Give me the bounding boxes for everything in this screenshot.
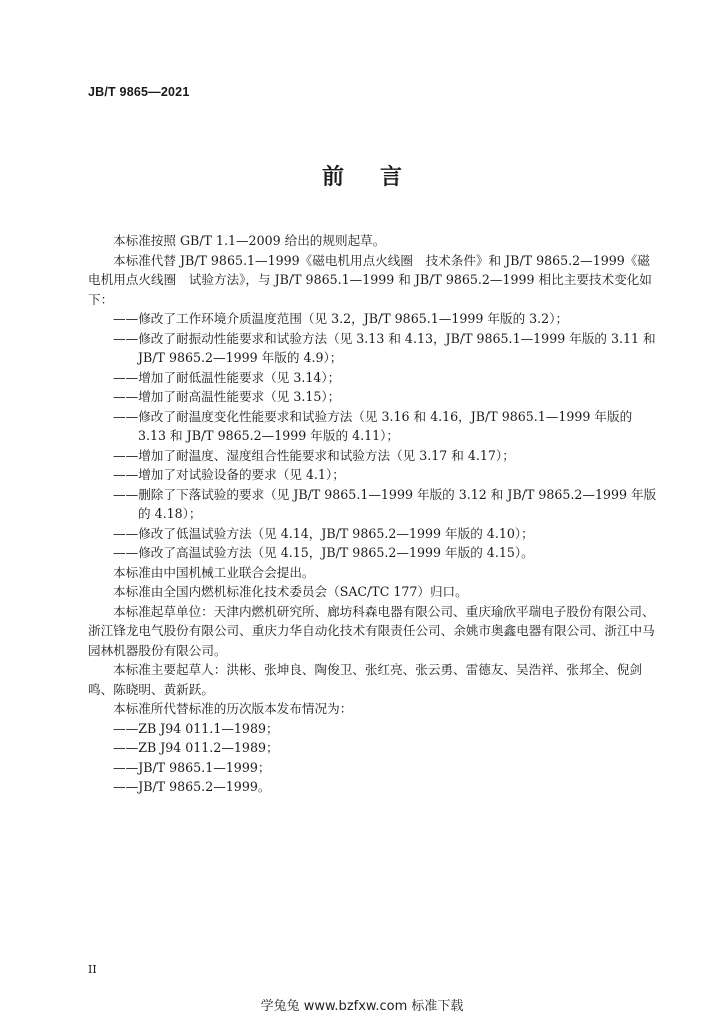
standard-code: JB/T 9865—2021 [88, 85, 190, 99]
title-char-1: 前 [321, 164, 344, 190]
page-number: II [88, 963, 97, 976]
change-item: ——修改了耐温度变化性能要求和试验方法（见 3.16 和 4.16，JB/T 9865.1—1999 年版的 3.13 和 JB/T 9865.2—1999 年版的 4.11）； [113, 408, 633, 443]
title-char-2: 言 [380, 164, 403, 190]
change-item: ——修改了低温试验方法（见 4.14，JB/T 9865.2—1999 年版的 4.10）； [113, 525, 534, 541]
history-item: ——ZB J94 011.2—1989； [113, 740, 279, 755]
paragraph-proposer: 本标准由中国机械工业联合会提出。 [113, 564, 315, 580]
history-item: ——JB/T 9865.1—1999； [113, 759, 271, 775]
history-item: ——JB/T 9865.2—1999。 [113, 779, 271, 794]
download-footer: 学兔兔 www.bzfxw.com 标准下载 [260, 999, 464, 1014]
paragraph-committee: 本标准由全国内燃机标准化技术委员会（SAC/TC 177）归口。 [113, 584, 468, 599]
paragraph-drafting-rules: 本标准按照 GB/T 1.1—2009 给出的规则起草。 [113, 233, 386, 248]
paragraph-replacement: 本标准代替 JB/T 9865.1—1999《磁电机用点火线圈 技术条件》和 JB/T 9865.2—1999《磁电机用点火线圈 试验方法》，与 JB/T 9865.1—1999 和 JB/T 9865.2—1999 相比主要技术变化如下： [88, 252, 652, 307]
paragraph-drafters: 本标准主要起草人：洪彬、张坤良、陶俊卫、张红亮、张云勇、雷德友、吴浩祥、张邦全、倪剑鸣、陈晓明、黄新跃。 [88, 662, 642, 697]
change-item: ——增加了耐低温性能要求（见 3.14）； [113, 369, 341, 385]
document-body [88, 231, 660, 797]
change-item: ——增加了耐温度、湿度组合性能要求和试验方法（见 3.17 和 4.17）； [113, 447, 515, 463]
paragraph-history-intro: 本标准所代替标准的历次版本发布情况为： [113, 701, 353, 716]
change-item: ——删除了下落试验的要求（见 JB/T 9865.1—1999 年版的 3.12 和 JB/T 9865.2—1999 年版的 4.18）； [113, 486, 657, 521]
page-title [0, 160, 724, 191]
change-item: ——增加了对试验设备的要求（见 4.1）； [113, 467, 345, 482]
change-item: ——修改了工作环境介质温度范围（见 3.2，JB/T 9865.1—1999 年版的 3.2）； [113, 311, 569, 326]
change-item: ——修改了高温试验方法（见 4.15，JB/T 9865.2—1999 年版的 4.15）。 [113, 545, 534, 560]
change-item: ——修改了耐振动性能要求和试验方法（见 3.13 和 4.13，JB/T 9865.1—1999 年版的 3.11 和 JB/T 9865.2—1999 年版的 4.9）； [113, 330, 656, 365]
paragraph-drafting-units: 本标准起草单位：天津内燃机研究所、廊坊科森电器有限公司、重庆瑜欣平瑞电子股份有限公司、浙江锋龙电气股份有限公司、重庆力华自动化技术有限责任公司、余姚市奥鑫电器有限公司、浙江中马园林机器股份有限公司。 [88, 603, 655, 658]
change-item: ——增加了耐高温性能要求（见 3.15）； [113, 389, 341, 404]
history-item: ——ZB J94 011.1—1989； [113, 720, 279, 736]
